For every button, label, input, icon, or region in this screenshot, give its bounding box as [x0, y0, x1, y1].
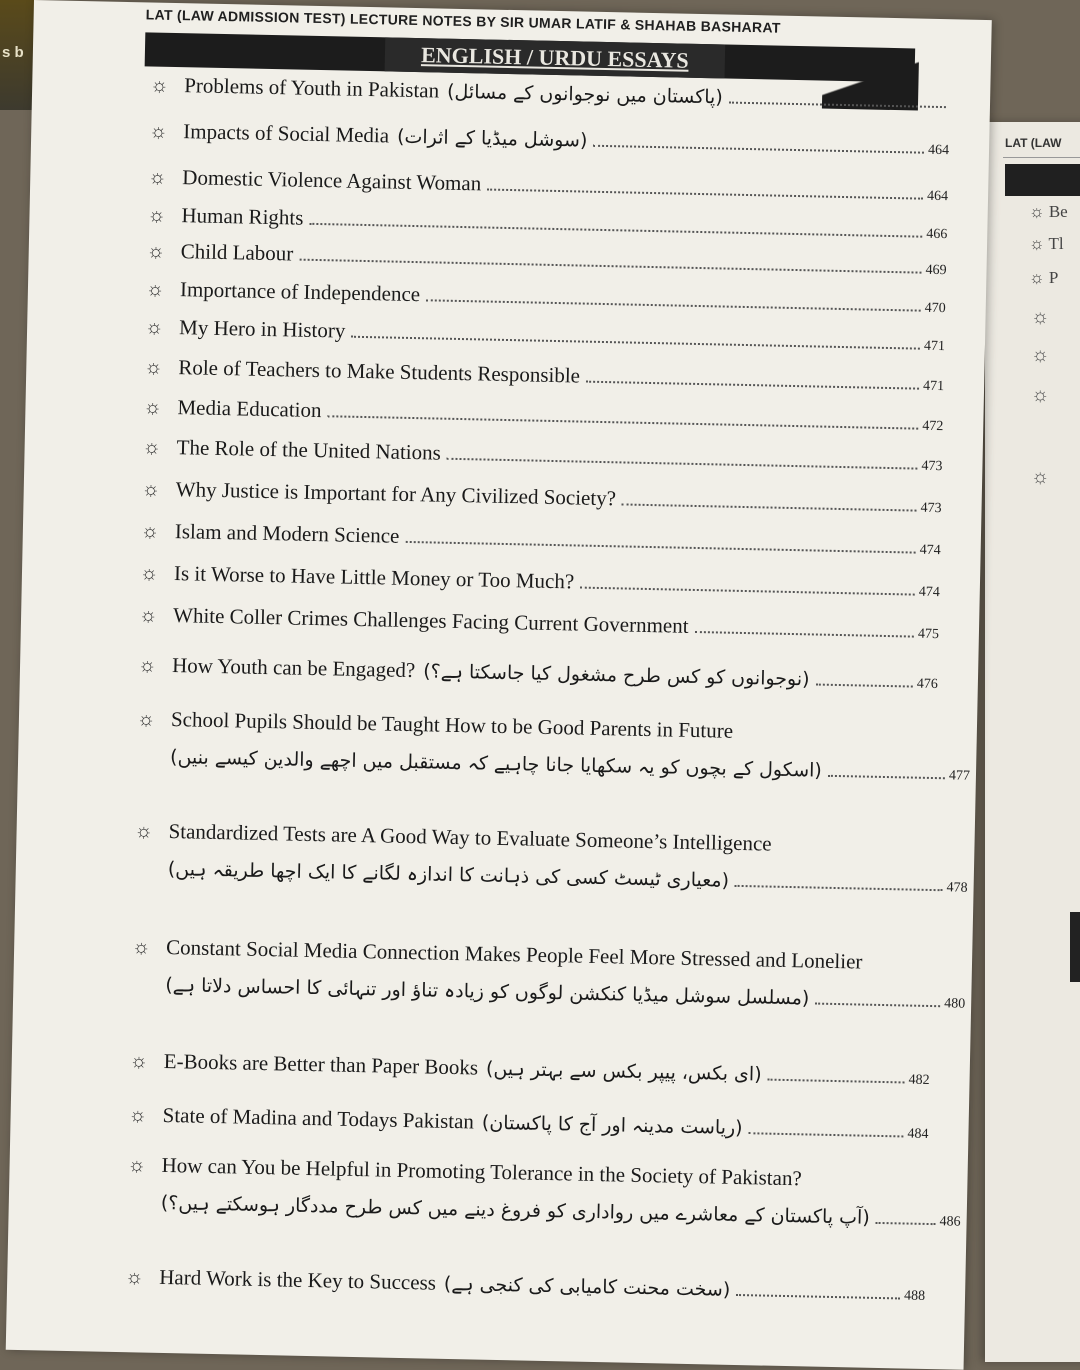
contents-entry-line — [142, 476, 942, 518]
entry-title: Media Education — [177, 395, 322, 423]
dot-leader — [309, 223, 922, 238]
contents-entry[interactable] — [131, 934, 966, 1012]
star-bullet-icon: ☼ — [137, 654, 157, 677]
dot-leader — [593, 145, 924, 154]
star-bullet-icon: ☼ — [144, 356, 163, 379]
contents-entry[interactable] — [138, 652, 938, 694]
entry-title: Problems of Youth in Pakistan — [183, 73, 440, 103]
contents-entry-line — [143, 394, 943, 436]
contents-entry-line — [130, 1048, 930, 1090]
adjacent-page-title-bar — [1005, 164, 1080, 196]
entry-urdu-title: (سخت محنت کامیابی کی کنجی ہے) — [443, 1272, 731, 1301]
contents-entry-line — [144, 354, 944, 396]
dot-leader — [447, 458, 918, 470]
entry-title: Hard Work is the Key to Success — [159, 1264, 437, 1295]
entry-title: Standardized Tests are A Good Way to Evaluate Someone’s Intelligence — [168, 819, 772, 856]
star-bullet-icon: ☼ — [1031, 306, 1050, 328]
entry-title: Is it Worse to Have Little Money or Too Much? — [173, 561, 575, 594]
dot-leader — [487, 189, 923, 200]
entry-urdu-title: (نوجوانوں کو کس طرح مشغول کیا جاسکتا ہے؟) — [422, 660, 810, 691]
dot-leader — [748, 1132, 903, 1137]
entry-title: E-Books are Better than Paper Books — [163, 1048, 479, 1080]
dot-leader — [828, 775, 945, 779]
entry-title: Impacts of Social Media — [183, 119, 390, 148]
entry-urdu-title: (آپ پاکستان کے معاشرے میں رواداری کو فروغ دینے میں کس طرح مددگار ہوسکتے ہیں؟) — [160, 1191, 870, 1229]
entry-page-number: 482 — [908, 1072, 930, 1088]
contents-entry[interactable] — [149, 118, 949, 160]
contents-entry[interactable] — [139, 602, 939, 644]
contents-entry[interactable] — [147, 202, 947, 244]
dot-leader — [405, 541, 915, 554]
star-bullet-icon: ☼ — [146, 240, 166, 263]
star-bullet-icon: ☼ — [127, 1154, 147, 1177]
dot-leader — [299, 259, 921, 274]
section-title-tab — [385, 37, 726, 78]
background-book-text: s b — [2, 44, 24, 61]
star-bullet-icon: ☼ — [134, 820, 154, 843]
entry-title: Constant Social Media Connection Makes People Feel More Stressed and Lonelier — [165, 934, 863, 974]
adjacent-page — [985, 122, 1080, 1362]
star-bullet-icon: ☼ — [129, 1050, 149, 1073]
entry-page-number: 473 — [920, 500, 942, 517]
star-bullet-icon: ☼ — [147, 204, 167, 227]
section-title: ENGLISH / URDU ESSAYS — [420, 42, 689, 73]
contents-entry-line — [140, 560, 940, 602]
dot-leader — [327, 415, 918, 429]
entry-title: State of Madina and Todays Pakistan — [162, 1102, 475, 1134]
contents-entry-line — [148, 164, 948, 206]
contents-entry-line — [147, 202, 947, 244]
contents-entry[interactable] — [130, 1048, 930, 1090]
contents-entry-line — [141, 518, 941, 560]
entry-urdu-title: (ریاست مدینہ اور آج کا پاکستان) — [481, 1111, 743, 1140]
star-bullet-icon: ☼ — [145, 278, 165, 301]
star-bullet-icon: ☼ — [1031, 384, 1050, 406]
dot-leader — [694, 631, 913, 638]
entry-page-number: 464 — [927, 142, 950, 159]
entry-page-number: 471 — [923, 338, 946, 355]
entry-page-number: 480 — [944, 996, 966, 1012]
adjacent-page-header: LAT (LAW — [1005, 136, 1062, 150]
adjacent-page-rule — [1003, 157, 1080, 158]
entry-page-number: 478 — [946, 880, 968, 896]
contents-entry[interactable] — [140, 560, 940, 602]
star-bullet-icon: ☼ — [1031, 344, 1050, 366]
contents-entry-line — [139, 602, 939, 644]
star-bullet-icon: ☼ — [143, 396, 163, 419]
entry-title: My Hero in History — [178, 315, 346, 343]
entry-title: The Role of the United Nations — [176, 435, 442, 465]
contents-entry[interactable] — [141, 518, 941, 560]
contents-entry[interactable] — [144, 354, 944, 396]
star-bullet-icon: ☼ — [125, 1266, 144, 1289]
contents-entry[interactable] — [148, 164, 948, 206]
entry-title: Islam and Modern Science — [174, 519, 400, 548]
dot-leader — [586, 381, 919, 390]
entry-page-number: 466 — [926, 226, 948, 243]
page-header: LAT (LAW ADMISSION TEST) LECTURE NOTES BY SIR UMAR LATIF & SHAHAB BASHARAT — [145, 6, 781, 36]
entry-title: School Pupils Should be Taught How to be Good Parents in Future — [170, 707, 734, 743]
entry-title: How Youth can be Engaged? — [171, 653, 416, 683]
contents-entry-line — [142, 434, 942, 476]
star-bullet-icon: ☼ — [148, 166, 167, 189]
star-bullet-icon: ☼ — [128, 1104, 148, 1127]
star-bullet-icon: ☼ — [150, 74, 169, 97]
dot-leader — [876, 1222, 936, 1225]
entry-urdu-title: (اسکول کے بچوں کو یہ سکھایا جانا چاہیے کہ مستقبل میں اچھے والدین کیسے بنیں) — [169, 746, 823, 782]
entry-page-number: 475 — [917, 626, 940, 643]
entry-urdu-title: (مسلسل سوشل میڈیا کنکشن لوگوں کو زیادہ تناؤ اور تنہائی کا احساس دلاتا ہے) — [165, 973, 810, 1010]
entry-urdu-title: (سوشل میڈیا کے اثرات) — [396, 125, 588, 152]
entry-page-number: 474 — [918, 584, 940, 601]
contents-entry[interactable] — [145, 314, 945, 356]
entry-urdu-title: (معیاری ٹیسٹ کسی کی ذہانت کا اندازہ لگانے کا ایک اچھا طریقہ ہیں) — [167, 857, 730, 892]
entry-page-number: 471 — [922, 378, 945, 395]
entry-title: White Coller Crimes Challenges Facing Current Government — [172, 603, 689, 638]
entry-page-number: 486 — [939, 1214, 961, 1230]
adjacent-page-mark — [1070, 912, 1080, 982]
dot-leader — [767, 1079, 904, 1084]
contents-entry[interactable] — [142, 434, 942, 476]
contents-entry[interactable] — [146, 276, 946, 318]
entry-page-number: 474 — [919, 542, 941, 559]
contents-entry[interactable] — [125, 1264, 925, 1306]
star-bullet-icon: ☼ — [131, 936, 151, 959]
dot-leader — [736, 1294, 900, 1299]
entry-page-number: 473 — [921, 458, 943, 475]
entry-title: Why Justice is Important for Any Civilized Society? — [175, 477, 617, 511]
entry-page-number: 470 — [924, 300, 946, 317]
entry-page-number: 469 — [925, 262, 947, 279]
entry-page-number: 484 — [907, 1126, 929, 1142]
star-bullet-icon: ☼ — [144, 316, 164, 339]
contents-entry-line — [138, 652, 938, 694]
star-bullet-icon: ☼ — [142, 436, 162, 459]
contents-page — [6, 0, 992, 1370]
dot-leader — [426, 299, 921, 311]
dot-leader — [815, 1003, 940, 1008]
contents-entry-line — [149, 118, 949, 160]
entry-title: Domestic Violence Against Woman — [182, 165, 482, 196]
adjacent-page-item: ☼ Tl — [1029, 234, 1064, 253]
adjacent-page-item: ☼ Be — [1029, 202, 1068, 221]
star-bullet-icon: ☼ — [136, 708, 156, 731]
star-bullet-icon: ☼ — [141, 478, 161, 501]
contents-entry[interactable] — [142, 476, 942, 518]
dot-leader — [580, 587, 915, 596]
contents-entry[interactable] — [127, 1152, 961, 1230]
star-bullet-icon: ☼ — [139, 562, 159, 585]
entry-page-number: 488 — [903, 1288, 926, 1304]
contents-entry[interactable] — [134, 818, 968, 896]
entry-page-number: 472 — [922, 418, 944, 435]
contents-entry[interactable] — [128, 1102, 928, 1144]
entry-title: Child Labour — [180, 239, 294, 266]
contents-entry[interactable] — [147, 238, 947, 280]
star-bullet-icon: ☼ — [140, 520, 160, 543]
dot-leader — [815, 684, 912, 688]
dot-leader — [622, 503, 917, 511]
contents-entry-line — [146, 276, 946, 318]
star-bullet-icon: ☼ — [138, 604, 158, 627]
contents-entry-line — [147, 238, 947, 280]
entry-title: Importance of Independence — [179, 277, 421, 307]
dot-leader — [735, 885, 943, 891]
entry-urdu-title: (پاکستان میں نوجوانوں کے مسائل) — [446, 80, 723, 109]
entry-title: How can You be Helpful in Promoting Tolerance in the Society of Pakistan? — [161, 1152, 803, 1191]
contents-entry-line — [145, 314, 945, 356]
star-bullet-icon: ☼ — [1031, 466, 1050, 488]
contents-entry[interactable] — [143, 394, 943, 436]
adjacent-page-item: ☼ P — [1029, 268, 1059, 287]
entry-page-number: 464 — [926, 188, 949, 205]
entry-title: Role of Teachers to Make Students Responsible — [178, 355, 581, 388]
dot-leader — [729, 102, 946, 109]
contents-entry[interactable] — [136, 706, 971, 784]
dot-leader — [351, 336, 920, 350]
star-bullet-icon: ☼ — [149, 120, 168, 143]
entry-page-number: 476 — [916, 676, 939, 693]
contents-entry-line — [128, 1102, 928, 1144]
entry-urdu-title: (ای بکس، پیپر بکس سے بہتر ہیں) — [485, 1057, 762, 1086]
entry-page-number: 477 — [948, 768, 971, 784]
contents-entry-line — [125, 1264, 925, 1306]
entry-title: Human Rights — [181, 203, 304, 230]
